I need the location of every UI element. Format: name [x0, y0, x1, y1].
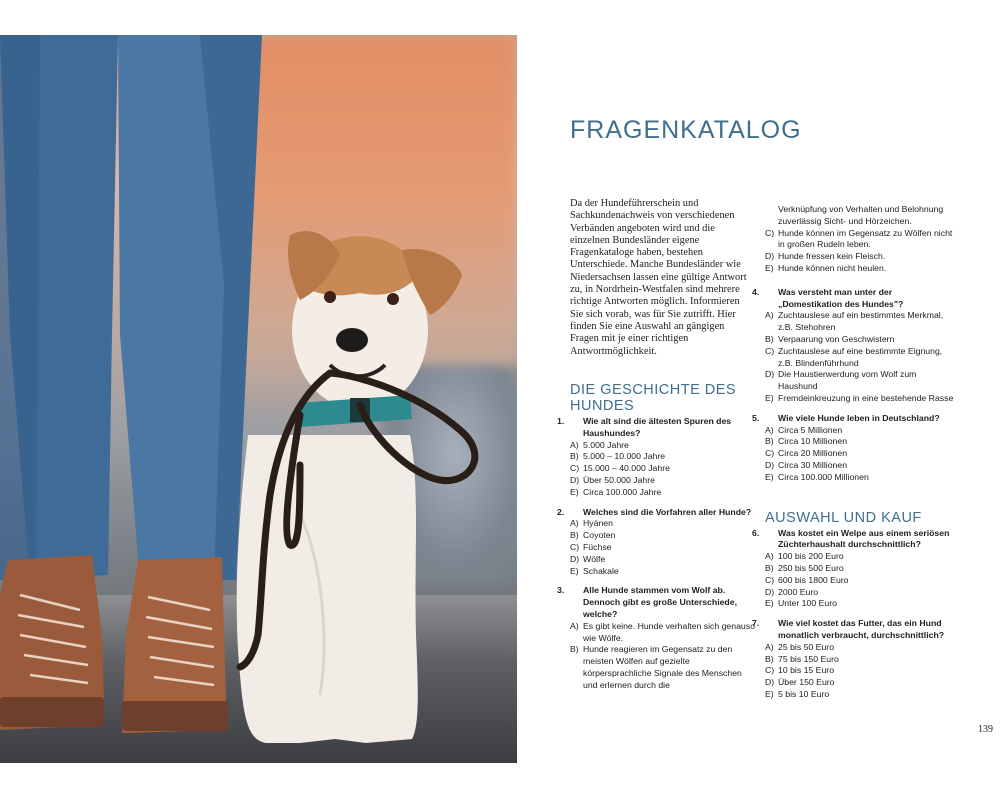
answer-item: A) 5.000 Jahre	[570, 439, 629, 450]
photo-dog-with-leash	[0, 35, 517, 763]
question-title: 6. Was kostet ein Welpe aus einem seriösen Züchterhaushalt durchschnittlich?	[752, 527, 950, 550]
answer-item: A) 25 bis 50 Euro	[765, 641, 835, 652]
answer-item: B) 5.000 – 10.000 Jahre	[570, 451, 666, 462]
dog-eye-right	[387, 293, 399, 305]
answer-list	[765, 551, 955, 610]
answer-item: C) 600 bis 1800 Euro	[765, 574, 849, 585]
answer-item: B) 75 bis 150 Euro	[765, 653, 839, 664]
answer-item: A) 100 bis 200 Euro	[765, 551, 844, 562]
answer-list	[765, 425, 955, 484]
question-title: 7. Wie viel kostet das Futter, das ein Hund monatlich verbraucht, durchschnittlich?	[752, 618, 945, 640]
answer-list	[570, 518, 756, 577]
question-title: 3. Alle Hunde stammen vom Wolf ab. Dennoch gibt es große Unterschiede, welche?	[557, 585, 737, 619]
answer-item: A) Zuchtauslese auf ein bestimmtes Merkmal, z.B. Stehohren	[765, 310, 944, 333]
answer-item: E) Circa 100.000 Millionen	[765, 471, 869, 482]
answer-item: E) Hunde können nicht heulen.	[765, 262, 887, 273]
answer-item: A) Es gibt keine. Hunde verhalten sich genauso wie Wölfe.	[570, 620, 755, 643]
answer-item: E) Unter 100 Euro	[765, 598, 837, 609]
answer-item: D) 2000 Euro	[765, 586, 819, 597]
answer-continuation: Verknüpfung von Verhalten und Belohnung zuverlässig Sicht- und Hörzeichen.	[778, 204, 944, 226]
section-heading-history: DIE GESCHICHTE DES HUNDES	[570, 382, 737, 414]
question-3-continued	[765, 204, 955, 275]
answer-item: A) Hyänen	[570, 518, 613, 529]
answer-item: C) Zuchtauslese auf eine bestimmte Eignung, z.B. Blindenführhund	[765, 345, 943, 368]
intro-paragraph: Da der Hundeführerschein und Sachkundenachweis von verschiedenen Verbänden angeboten wird und die einzelnen Bundesländer eigene Fragenkataloge haben, bestehen Unterschiede. Manche Bundesländer wie Niedersachsen lassen eine gültige Antwort zu, in Nordrhein-Westfalen sind mehrere richtige Antworten möglich. Informieren Sie sich vorab, was für Sie zutrifft. Hier finden Sie eine Auswahl an gängigen Fragen mit je einer richtigen Antwortmöglichkeit.	[570, 198, 747, 357]
answer-item: C) Füchse	[570, 541, 612, 552]
answer-item: B) Hunde reagieren im Gegensatz zu den meisten Wölfen auf gezielte körpersprachliche Signale des Menschen und erlernen durch die	[570, 644, 742, 690]
answer-item: D) Die Haustierwerdung vom Wolf zum Haushund	[765, 369, 917, 392]
answer-item: C) Hunde können im Gegensatz zu Wölfen nicht in großen Rudeln leben.	[765, 227, 953, 250]
answer-item: B) Verpaarung von Geschwistern	[765, 333, 895, 344]
photo-illustration	[0, 35, 517, 763]
answer-item: D) Über 50.000 Jahre	[570, 474, 655, 485]
question-5	[752, 412, 955, 484]
answer-list	[765, 310, 955, 404]
question-4	[752, 286, 955, 405]
answer-item: E) 5 bis 10 Euro	[765, 688, 830, 699]
answer-item: B) Circa 10 Millionen	[765, 436, 848, 447]
answer-item: B) Coyoten	[570, 530, 616, 541]
text-column-right	[752, 204, 955, 709]
question-7	[752, 618, 955, 701]
question-title: 1. Wie alt sind die ältesten Spuren des Haushundes?	[557, 416, 732, 438]
answer-item: E) Fremdeinkreuzung in eine bestehende Rasse	[765, 392, 954, 403]
answer-list	[570, 621, 756, 692]
answer-item: D) Über 150 Euro	[765, 677, 835, 688]
answer-item: A) Circa 5 Millionen	[765, 424, 843, 435]
answer-item: D) Wölfe	[570, 553, 606, 564]
dog-nose	[336, 328, 368, 352]
answer-item: C) 10 bis 15 Euro	[765, 665, 835, 676]
question-title: 5. Wie viele Hunde leben in Deutschland?	[752, 412, 940, 423]
question-3	[557, 585, 756, 691]
answer-item: E) Circa 100.000 Jahre	[570, 486, 662, 497]
answer-item: E) Schakale	[570, 565, 619, 576]
text-column-left	[557, 382, 756, 700]
answer-list	[765, 228, 955, 275]
question-2	[557, 506, 756, 578]
page-number: 139	[978, 724, 993, 735]
answer-item: C) Circa 20 Millionen	[765, 448, 848, 459]
question-1	[557, 416, 756, 499]
answer-item: B) 250 bis 500 Euro	[765, 562, 844, 573]
answer-item: D) Circa 30 Millionen	[765, 459, 848, 470]
dog-eye-left	[324, 291, 336, 303]
answer-list	[570, 440, 756, 499]
question-title: 4. Was versteht man unter der „Domestikation des Hundes"?	[752, 286, 904, 309]
question-6	[752, 527, 955, 611]
section-heading-selection: AUSWAHL UND KAUF	[765, 509, 922, 526]
question-title: 2. Welches sind die Vorfahren aller Hunde?	[557, 506, 752, 517]
answer-item: D) Hunde fressen kein Fleisch.	[765, 251, 886, 262]
answer-list	[765, 642, 955, 701]
answer-item: C) 15.000 – 40.000 Jahre	[570, 463, 670, 474]
page-title: FRAGENKATALOG	[570, 116, 802, 144]
